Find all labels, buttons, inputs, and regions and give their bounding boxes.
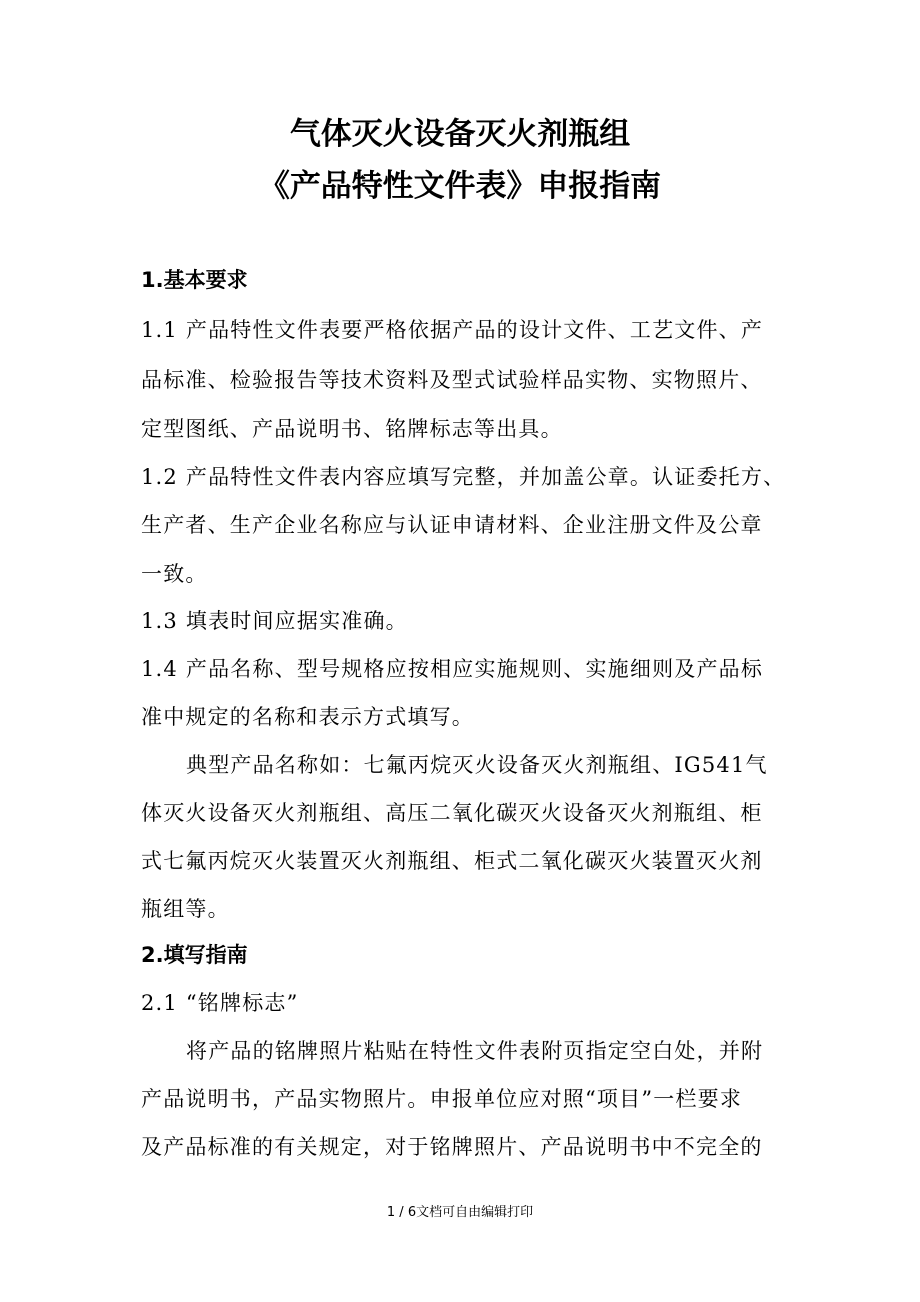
paragraph-line: 1.2 产品特性文件表内容应填写完整，并加盖公章。认证委托方、 xyxy=(141,465,786,489)
section-heading-filling-guide: 2.填写指南 xyxy=(141,943,248,967)
paragraph-line: 体灭火设备灭火剂瓶组、高压二氧化碳灭火设备灭火剂瓶组、柜 xyxy=(141,801,763,825)
paragraph-line: 生产者、生产企业名称应与认证申请材料、企业注册文件及公章 xyxy=(141,513,763,537)
paragraph-line: 品标准、检验报告等技术资料及型式试验样品实物、实物照片、 xyxy=(141,368,763,392)
paragraph-line: 式七氟丙烷灭火装置灭火剂瓶组、柜式二氧化碳灭火装置灭火剂 xyxy=(141,849,763,873)
page-footer: 1 / 6文档可自由编辑打印 xyxy=(386,1205,534,1220)
paragraph-line: 产品说明书，产品实物照片。申报单位应对照“项目”一栏要求 xyxy=(141,1087,743,1111)
paragraph-line: 将产品的铭牌照片粘贴在特性文件表附页指定空白处，并附 xyxy=(186,1039,764,1063)
paragraph-line: 定型图纸、产品说明书、铭牌标志等出具。 xyxy=(141,417,563,441)
paragraph-line: 1.1 产品特性文件表要严格依据产品的设计文件、工艺文件、产 xyxy=(141,318,764,342)
paragraph-line: 瓶组等。 xyxy=(141,897,230,921)
paragraph-line: 一致。 xyxy=(141,562,208,586)
paragraph-line: 准中规定的名称和表示方式填写。 xyxy=(141,705,474,729)
paragraph-line: 及产品标准的有关规定，对于铭牌照片、产品说明书中不完全的 xyxy=(141,1135,763,1159)
paragraph-line: 1.3 填表时间应据实准确。 xyxy=(141,609,408,633)
document-title-line2: 《产品特性文件表》申报指南 xyxy=(258,168,662,204)
section-heading-basic-requirements: 1.基本要求 xyxy=(141,268,248,292)
paragraph-line: 1.4 产品名称、型号规格应按相应实施规则、实施细则及产品标 xyxy=(141,657,764,681)
paragraph-line: 2.1 “铭牌标志” xyxy=(141,991,299,1015)
document-title-line1: 气体灭火设备灭火剂瓶组 xyxy=(289,116,631,152)
paragraph-line: 典型产品名称如：七氟丙烷灭火设备灭火剂瓶组、IG541气 xyxy=(186,753,768,777)
